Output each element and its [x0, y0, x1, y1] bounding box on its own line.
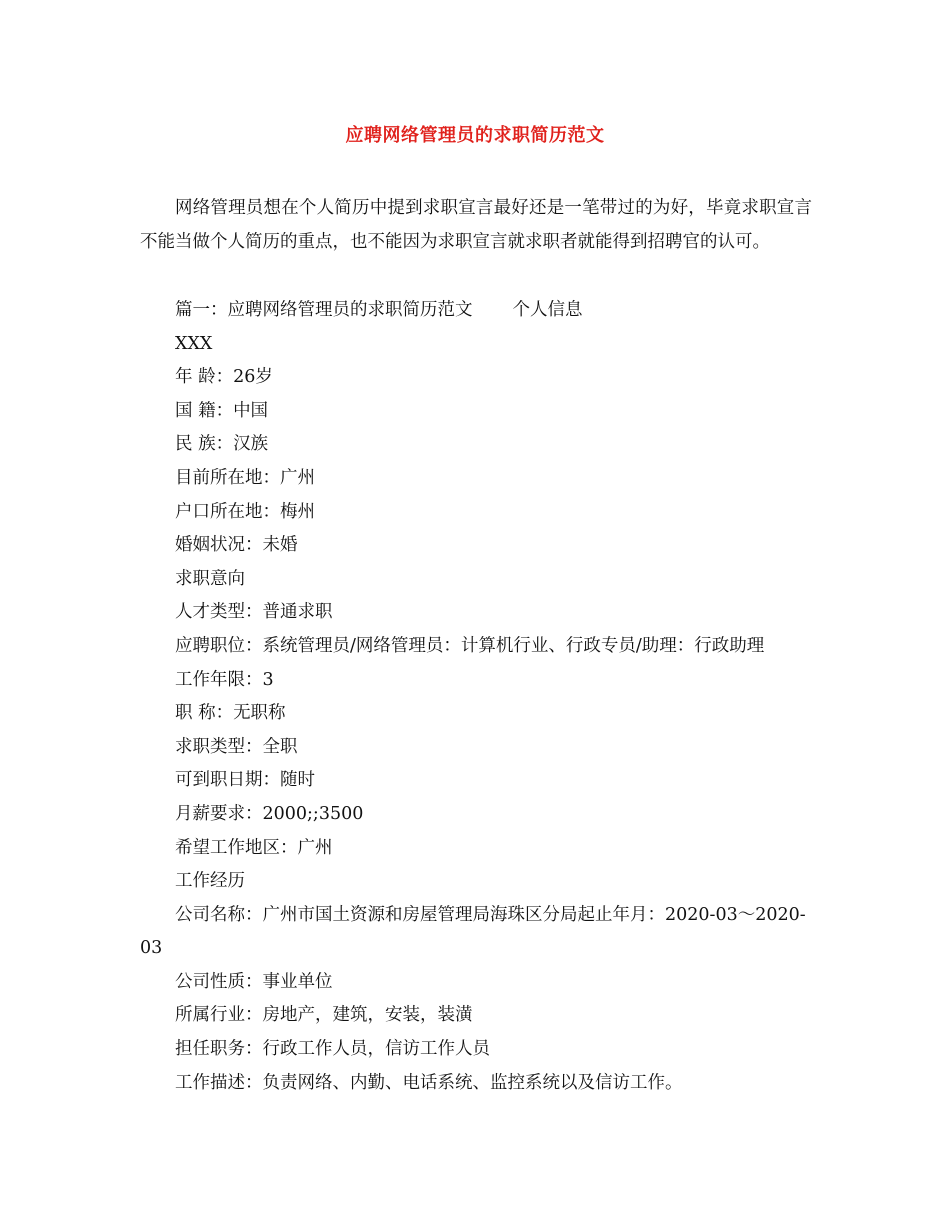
company-line: 公司名称：广州市国土资源和房屋管理局海珠区分局起止年月：2020-03～2020-03 [140, 904, 806, 959]
nationality-line: 国 籍：中国 [175, 400, 269, 421]
ethnicity-line: 民 族：汉族 [175, 434, 269, 455]
position-line: 应聘职位：系统管理员/网络管理员：计算机行业、行政专员/助理：行政助理 [175, 635, 765, 656]
job-type-line: 求职类型：全职 [175, 736, 298, 757]
work-experience-heading: 工作经历 [175, 871, 245, 892]
job-title-line: 职 称：无职称 [175, 703, 286, 724]
available-date-line: 可到职日期：随时 [175, 770, 315, 791]
name-line: XXX [175, 333, 213, 354]
age-line: 年 龄：26岁 [175, 367, 273, 388]
years-experience-line: 工作年限：3 [175, 669, 274, 690]
intro-paragraph: 网络管理员想在个人简历中提到求职宣言最好还是一笔带过的为好，毕竟求职宣言不能当做个人简历的重点，也不能因为求职宣言就求职者就能得到招聘官的认可。 [140, 198, 812, 252]
industry-line: 所属行业：房地产，建筑，安装，装潢 [175, 1005, 473, 1026]
hukou-location-line: 户口所在地：梅州 [175, 501, 315, 522]
section-heading-line [140, 294, 830, 328]
desired-area-line: 希望工作地区：广州 [175, 837, 333, 858]
job-description-line: 工作描述：负责网络、内勤、电话系统、监控系统以及信访工作。 [175, 1072, 683, 1093]
marital-status-line: 婚姻状况：未婚 [175, 535, 298, 556]
role-line: 担任职务：行政工作人员，信访工作人员 [175, 1039, 490, 1060]
section-heading: 篇一：应聘网络管理员的求职简历范文 [175, 300, 473, 320]
salary-line: 月薪要求：2000;;3500 [175, 803, 364, 824]
personal-info-label: 个人信息 [512, 300, 583, 320]
resume-content [140, 294, 830, 1100]
talent-type-line: 人才类型：普通求职 [175, 602, 333, 623]
document-title: 应聘网络管理员的求职简历范文 [345, 125, 605, 146]
company-nature-line: 公司性质：事业单位 [175, 971, 333, 992]
current-location-line: 目前所在地：广州 [175, 467, 315, 488]
job-intention-heading: 求职意向 [175, 568, 245, 589]
